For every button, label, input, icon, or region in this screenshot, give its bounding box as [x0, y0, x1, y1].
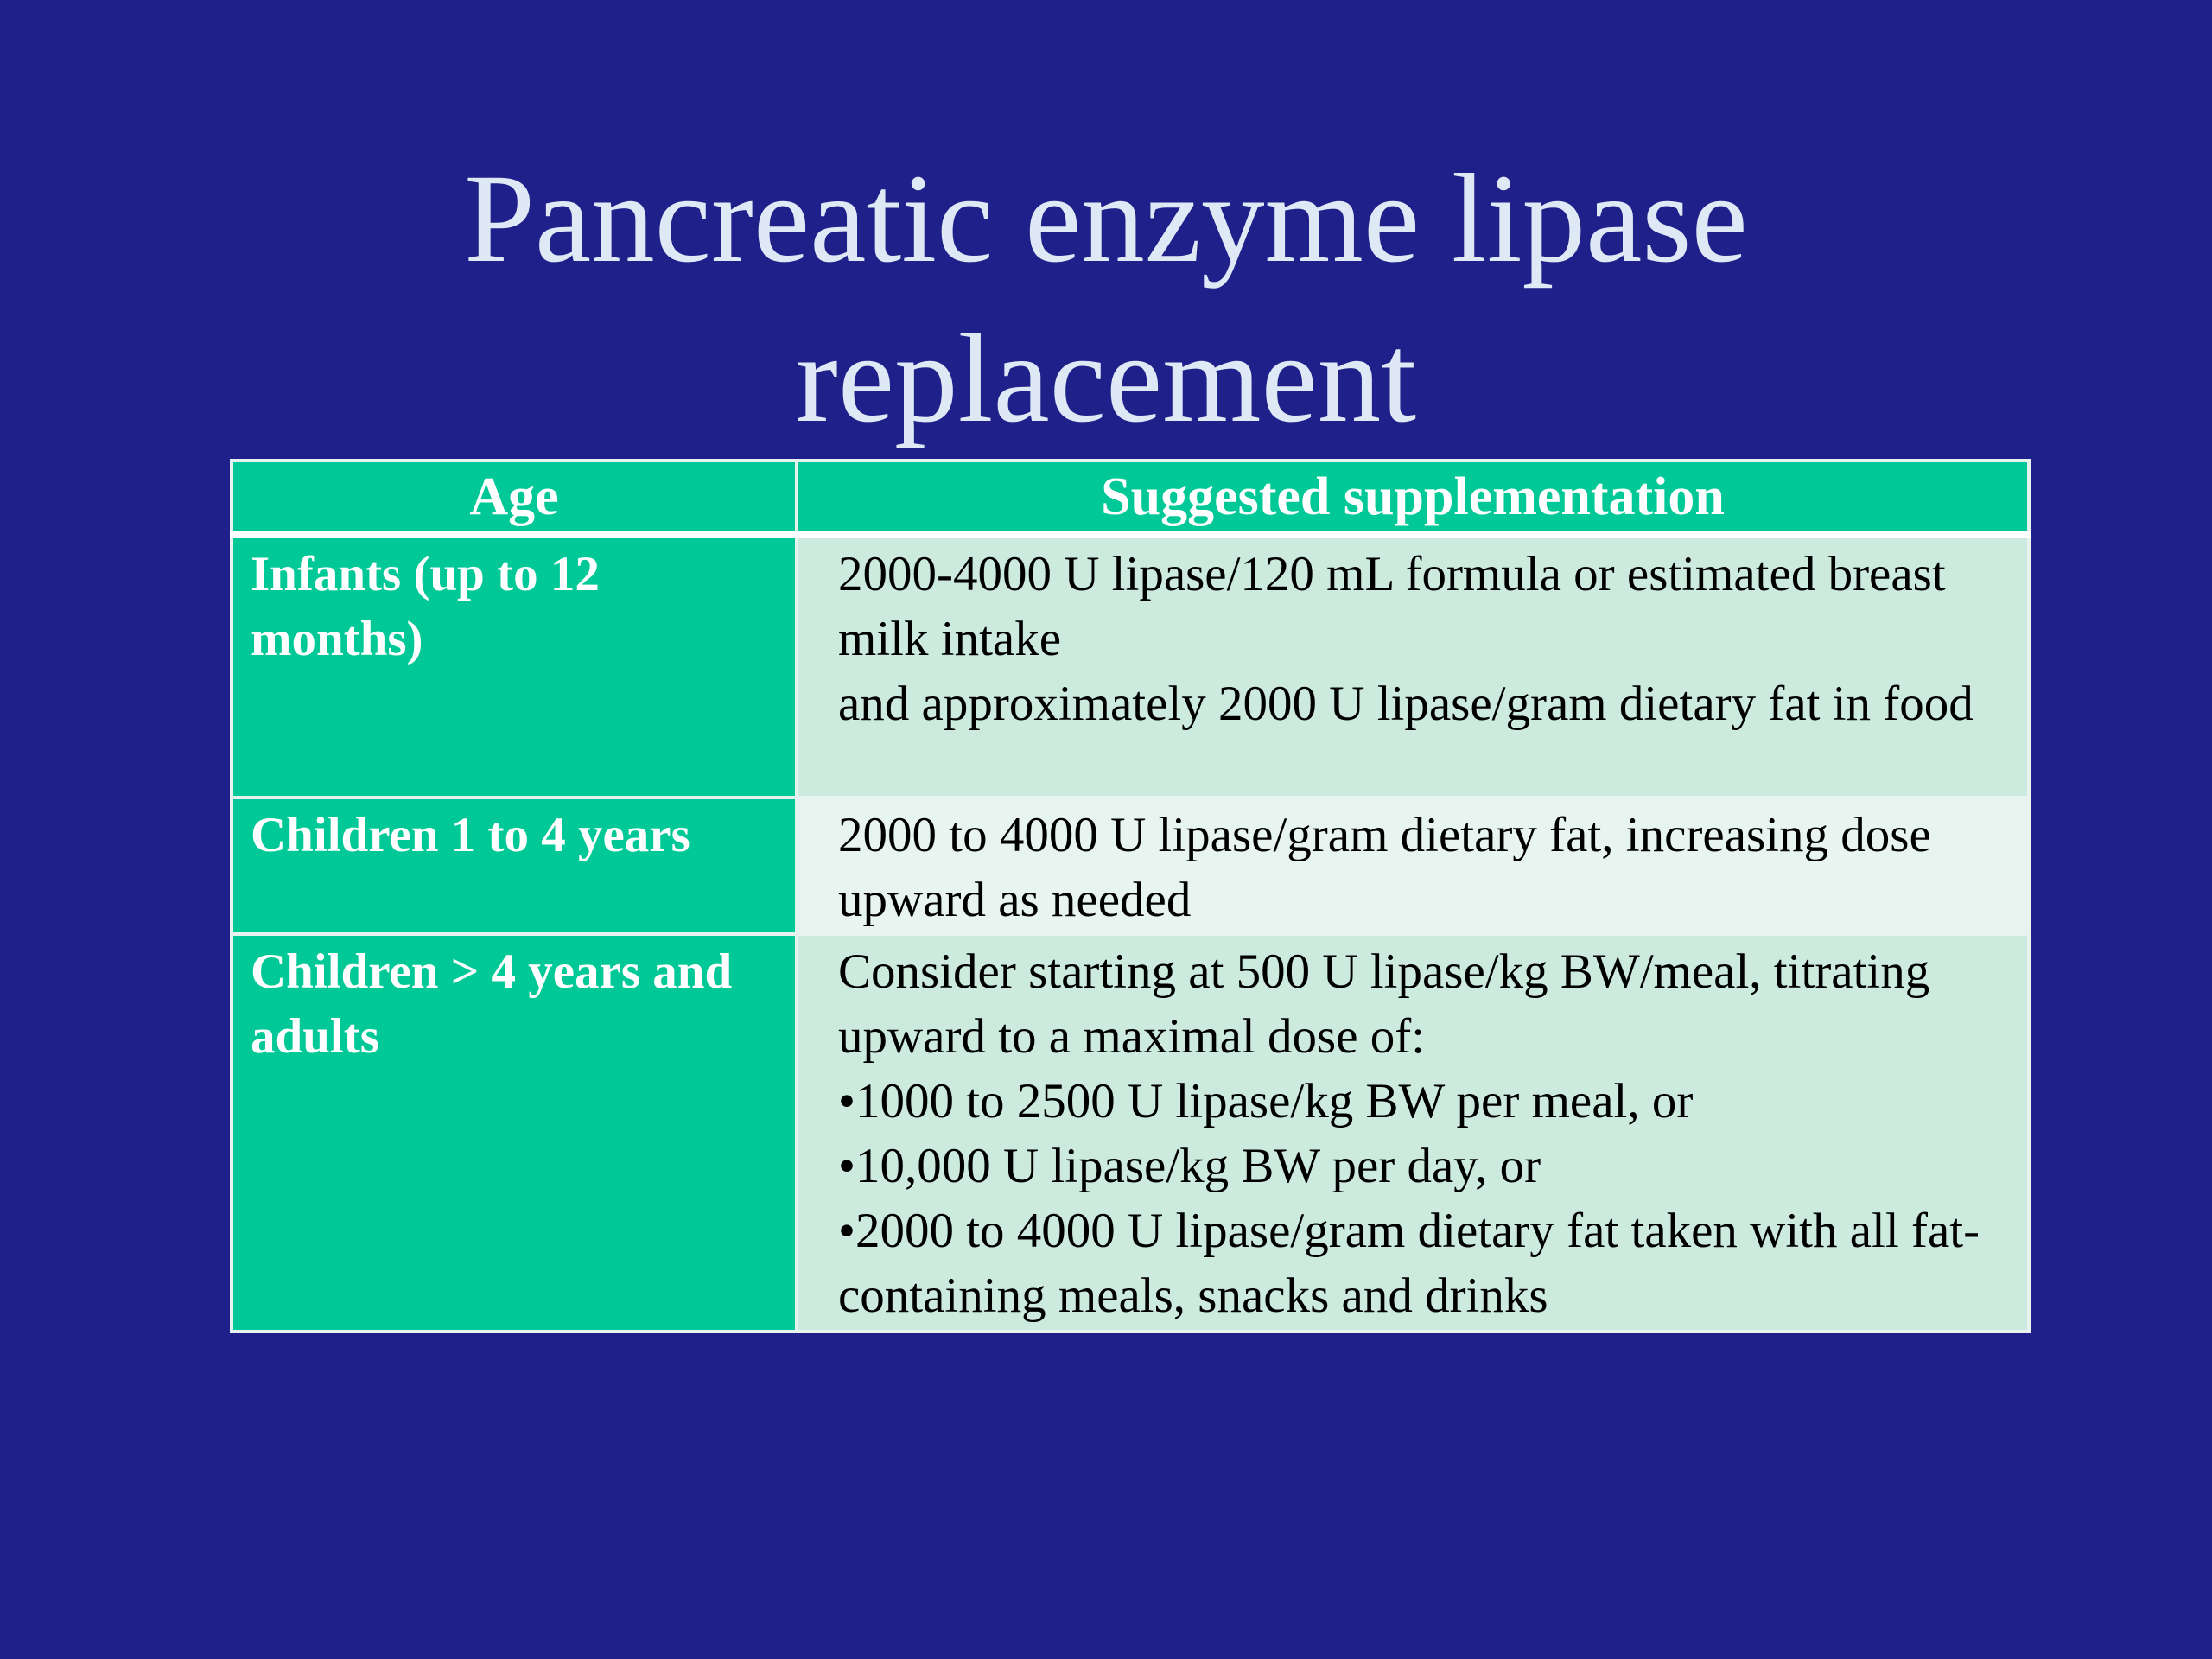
table-header-row: [232, 461, 2029, 535]
supplementation-line: 2000-4000 U lipase/120 mL formula or estimated breast milk intake: [838, 547, 1946, 666]
age-cell: Children 1 to 4 years: [232, 798, 797, 934]
supplementation-line: and approximately 2000 U lipase/gram dietary fat in food: [838, 677, 1974, 731]
supplementation-line: Consider starting at 500 U lipase/kg BW/meal, titrating upward to a maximal dose of:: [838, 944, 1930, 1064]
supplementation-line: •2000 to 4000 U lipase/gram dietary fat taken with all fat-containing meals, snacks and drinks: [838, 1204, 1980, 1323]
table-row: [232, 798, 2029, 934]
header-suggested-supplementation: Suggested supplementation: [797, 461, 2029, 535]
age-cell: Children > 4 years and adults: [232, 934, 797, 1332]
dosage-table-container: [230, 459, 2027, 1333]
supplementation-cell: [797, 535, 2029, 798]
supplementation-cell: [797, 934, 2029, 1332]
slide-title-line-1: Pancreatic enzyme lipase: [464, 148, 1748, 289]
supplementation-line: •1000 to 2500 U lipase/kg BW per meal, or: [838, 1074, 1694, 1128]
table-row: [232, 934, 2029, 1332]
slide-title-line-2: replacement: [795, 308, 1417, 448]
supplementation-cell: [797, 798, 2029, 934]
header-age: Age: [232, 461, 797, 535]
table-row: [232, 535, 2029, 798]
supplementation-line: 2000 to 4000 U lipase/gram dietary fat, increasing dose upward as needed: [838, 808, 1931, 927]
slide-title: [0, 138, 2212, 458]
age-cell: Infants (up to 12 months): [232, 535, 797, 798]
dosage-table: [230, 459, 2031, 1333]
supplementation-line: •10,000 U lipase/kg BW per day, or: [838, 1139, 1541, 1193]
